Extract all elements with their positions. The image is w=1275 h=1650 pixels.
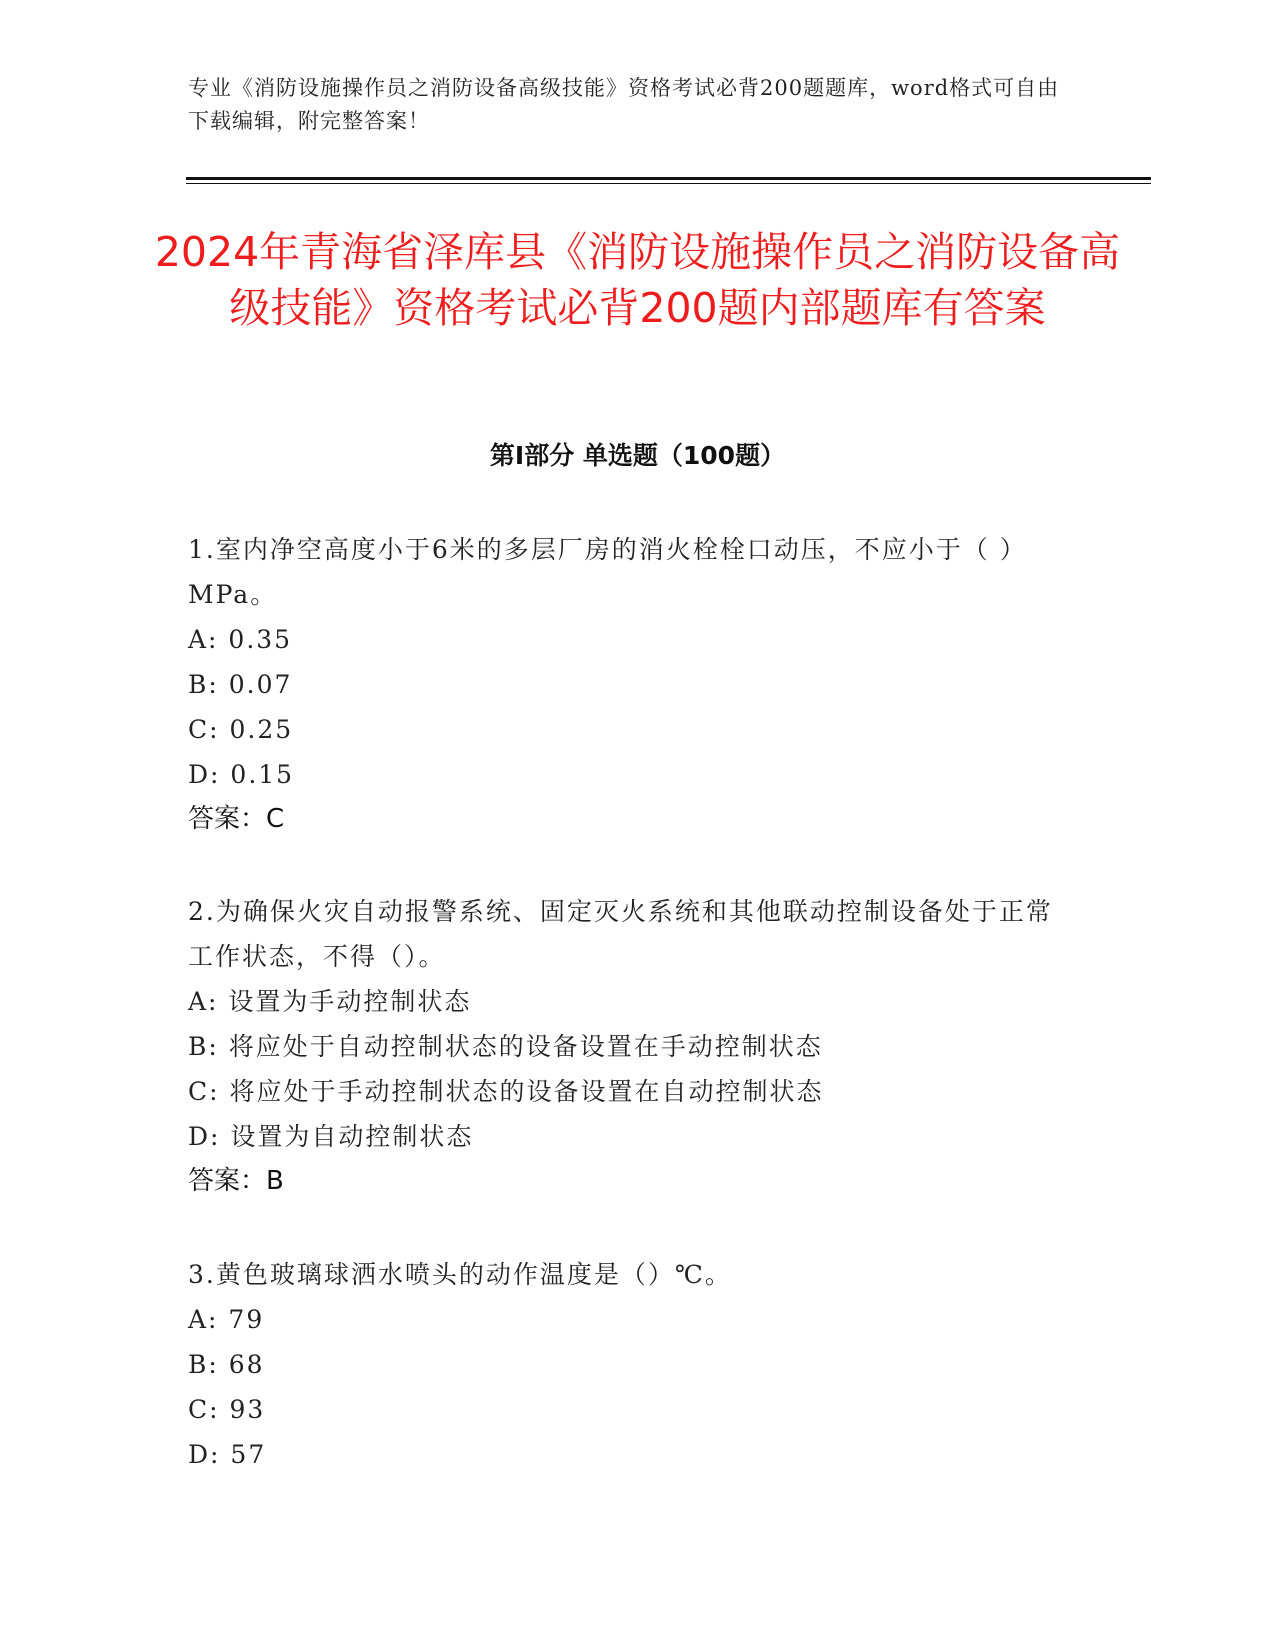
option-b: B: 将应处于自动控制状态的设备设置在手动控制状态 — [188, 1032, 823, 1061]
option-c: C: 将应处于手动控制状态的设备设置在自动控制状态 — [188, 1077, 824, 1106]
header-rule-thick — [186, 177, 1151, 180]
answer: 答案：B — [188, 1166, 284, 1196]
header-rule-thin — [186, 183, 1151, 184]
answer: 答案：C — [188, 804, 285, 834]
question-1 — [188, 527, 1068, 842]
header-note: 专业《消防设施操作员之消防设备高级技能》资格考试必背200题题库，word格式可自由下载编辑，附完整答案！ — [188, 76, 1060, 133]
document-title: 2024年青海省泽库县《消防设施操作员之消防设备高级技能》资格考试必背200题内部题库有答案 — [154, 228, 1121, 332]
question-3 — [188, 1252, 1068, 1477]
option-a: A: 设置为手动控制状态 — [188, 987, 472, 1016]
question-stem: 2.为确保火灾自动报警系统、固定灭火系统和其他联动控制设备处于正常工作状态，不得（）。 — [188, 897, 1053, 971]
option-a: A: 79 — [188, 1305, 265, 1334]
question-2 — [188, 889, 1068, 1204]
option-d: D: 设置为自动控制状态 — [188, 1122, 474, 1151]
section-title: 第Ⅰ部分 单选题（100题） — [489, 441, 786, 470]
option-a: A: 0.35 — [188, 625, 293, 654]
question-stem: 3.黄色玻璃球洒水喷头的动作温度是（）℃。 — [188, 1260, 732, 1289]
option-c: C: 0.25 — [188, 715, 294, 744]
option-b: B: 0.07 — [188, 670, 293, 699]
option-b: B: 68 — [188, 1350, 265, 1379]
option-c: C: 93 — [188, 1395, 266, 1424]
option-d: D: 57 — [188, 1440, 267, 1469]
question-stem: 1.室内净空高度小于6米的多层厂房的消火栓栓口动压，不应小于（ ）MPa。 — [188, 535, 1027, 609]
option-d: D: 0.15 — [188, 760, 295, 789]
